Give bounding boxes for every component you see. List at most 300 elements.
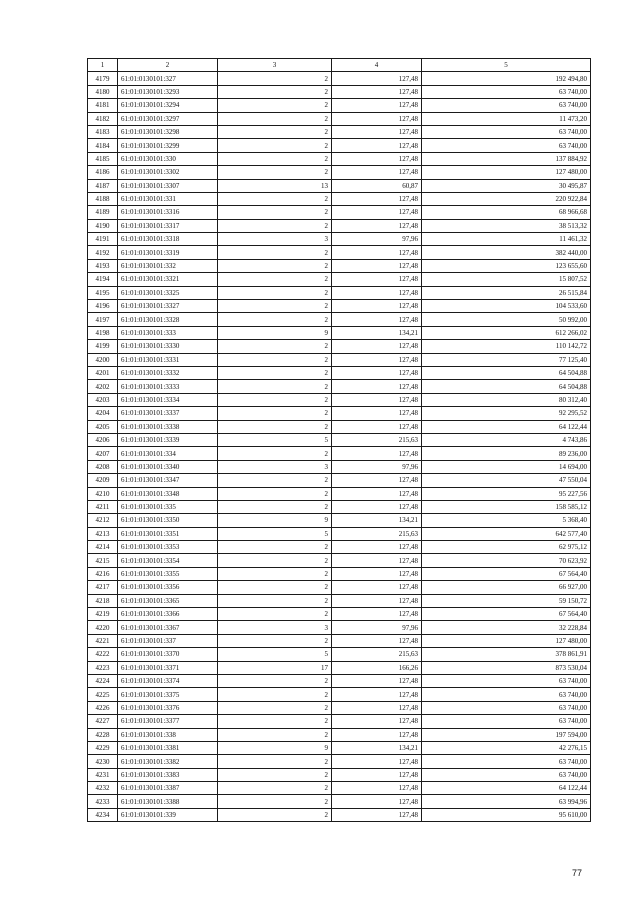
table-row	[88, 259, 591, 272]
table-row	[88, 166, 591, 179]
code-cell: 2	[218, 782, 332, 795]
row-number-cell: 4198	[88, 326, 118, 339]
value-cell: 612 266,02	[422, 326, 591, 339]
code-cell: 17	[218, 661, 332, 674]
rate-cell: 127,48	[332, 313, 422, 326]
code-cell: 2	[218, 755, 332, 768]
code-cell: 3	[218, 460, 332, 473]
cadastral-number-cell: 61:01:0130101:3374	[118, 674, 218, 687]
cadastral-number-cell: 61:01:0130101:3332	[118, 366, 218, 379]
table-row	[88, 554, 591, 567]
table-row	[88, 688, 591, 701]
table-row	[88, 527, 591, 540]
cadastral-number-cell: 61:01:0130101:3366	[118, 608, 218, 621]
rate-cell: 127,48	[332, 300, 422, 313]
table-row	[88, 541, 591, 554]
value-cell: 63 740,00	[422, 715, 591, 728]
cadastral-number-cell: 61:01:0130101:3334	[118, 393, 218, 406]
table-row	[88, 99, 591, 112]
cadastral-number-cell: 61:01:0130101:3325	[118, 286, 218, 299]
table-row	[88, 608, 591, 621]
cadastral-number-cell: 61:01:0130101:3381	[118, 741, 218, 754]
code-cell: 2	[218, 219, 332, 232]
table-row	[88, 326, 591, 339]
table-row	[88, 661, 591, 674]
code-cell: 2	[218, 85, 332, 98]
value-cell: 50 992,00	[422, 313, 591, 326]
table-row	[88, 246, 591, 259]
code-cell: 2	[218, 72, 332, 85]
value-cell: 77 125,40	[422, 353, 591, 366]
rate-cell: 127,48	[332, 166, 422, 179]
cadastral-number-cell: 61:01:0130101:3375	[118, 688, 218, 701]
row-number-cell: 4216	[88, 567, 118, 580]
rate-cell: 127,48	[332, 259, 422, 272]
rate-cell: 215,63	[332, 648, 422, 661]
row-number-cell: 4209	[88, 474, 118, 487]
rate-cell: 97,96	[332, 460, 422, 473]
table-row	[88, 500, 591, 513]
code-cell: 2	[218, 688, 332, 701]
code-cell: 3	[218, 621, 332, 634]
cadastral-number-cell: 61:01:0130101:3327	[118, 300, 218, 313]
row-number-cell: 4228	[88, 728, 118, 741]
rate-cell: 127,48	[332, 755, 422, 768]
code-cell: 2	[218, 366, 332, 379]
value-cell: 14 694,00	[422, 460, 591, 473]
value-cell: 63 740,00	[422, 755, 591, 768]
table-row	[88, 795, 591, 808]
value-cell: 127 480,00	[422, 634, 591, 647]
cadastral-number-cell: 61:01:0130101:3377	[118, 715, 218, 728]
row-number-cell: 4192	[88, 246, 118, 259]
row-number-cell: 4189	[88, 206, 118, 219]
row-number-cell: 4186	[88, 166, 118, 179]
rate-cell: 215,63	[332, 527, 422, 540]
row-number-cell: 4203	[88, 393, 118, 406]
table-row	[88, 72, 591, 85]
row-number-cell: 4197	[88, 313, 118, 326]
cadastral-number-cell: 61:01:0130101:3383	[118, 768, 218, 781]
value-cell: 63 740,00	[422, 768, 591, 781]
rate-cell: 127,48	[332, 125, 422, 138]
cadastral-number-cell: 61:01:0130101:3339	[118, 433, 218, 446]
rate-cell: 127,48	[332, 286, 422, 299]
row-number-cell: 4232	[88, 782, 118, 795]
rate-cell: 127,48	[332, 420, 422, 433]
code-cell: 13	[218, 179, 332, 192]
cadastral-number-cell: 61:01:0130101:3317	[118, 219, 218, 232]
code-cell: 2	[218, 594, 332, 607]
table-row	[88, 567, 591, 580]
value-cell: 67 564,40	[422, 567, 591, 580]
table-row	[88, 447, 591, 460]
value-cell: 32 228,84	[422, 621, 591, 634]
row-number-cell: 4184	[88, 139, 118, 152]
value-cell: 64 504,88	[422, 380, 591, 393]
value-cell: 70 623,92	[422, 554, 591, 567]
value-cell: 63 740,00	[422, 674, 591, 687]
value-cell: 64 122,44	[422, 782, 591, 795]
cadastral-number-cell: 61:01:0130101:332	[118, 259, 218, 272]
cadastral-number-cell: 61:01:0130101:3338	[118, 420, 218, 433]
cadastral-number-cell: 61:01:0130101:3331	[118, 353, 218, 366]
row-number-cell: 4217	[88, 581, 118, 594]
value-cell: 66 927,00	[422, 581, 591, 594]
code-cell: 2	[218, 112, 332, 125]
value-cell: 104 533,60	[422, 300, 591, 313]
row-number-cell: 4234	[88, 808, 118, 821]
value-cell: 63 740,00	[422, 85, 591, 98]
rate-cell: 127,48	[332, 768, 422, 781]
cadastral-number-cell: 61:01:0130101:330	[118, 152, 218, 165]
code-cell: 9	[218, 326, 332, 339]
cadastral-number-cell: 61:01:0130101:3388	[118, 795, 218, 808]
row-number-cell: 4222	[88, 648, 118, 661]
rate-cell: 127,48	[332, 581, 422, 594]
code-cell: 2	[218, 192, 332, 205]
rate-cell: 97,96	[332, 233, 422, 246]
cadastral-number-cell: 61:01:0130101:3297	[118, 112, 218, 125]
value-cell: 137 884,92	[422, 152, 591, 165]
code-cell: 2	[218, 246, 332, 259]
rate-cell: 127,48	[332, 112, 422, 125]
code-cell: 2	[218, 340, 332, 353]
table-row	[88, 621, 591, 634]
value-cell: 873 530,04	[422, 661, 591, 674]
code-cell: 2	[218, 447, 332, 460]
code-cell: 2	[218, 99, 332, 112]
rate-cell: 127,48	[332, 715, 422, 728]
table-row	[88, 728, 591, 741]
table-row	[88, 125, 591, 138]
code-cell: 2	[218, 380, 332, 393]
row-number-cell: 4181	[88, 99, 118, 112]
code-cell: 2	[218, 393, 332, 406]
rate-cell: 127,48	[332, 808, 422, 821]
code-cell: 2	[218, 768, 332, 781]
row-number-cell: 4230	[88, 755, 118, 768]
value-cell: 67 564,40	[422, 608, 591, 621]
row-number-cell: 4182	[88, 112, 118, 125]
code-cell: 2	[218, 567, 332, 580]
row-number-cell: 4225	[88, 688, 118, 701]
code-cell: 2	[218, 273, 332, 286]
table-row	[88, 313, 591, 326]
rate-cell: 127,48	[332, 474, 422, 487]
row-number-cell: 4233	[88, 795, 118, 808]
cadastral-number-cell: 61:01:0130101:3382	[118, 755, 218, 768]
rate-cell: 127,48	[332, 567, 422, 580]
rate-cell: 127,48	[332, 674, 422, 687]
table-row	[88, 487, 591, 500]
table-row	[88, 112, 591, 125]
row-number-cell: 4207	[88, 447, 118, 460]
code-cell: 2	[218, 541, 332, 554]
cadastral-number-cell: 61:01:0130101:338	[118, 728, 218, 741]
code-cell: 2	[218, 125, 332, 138]
table-body	[88, 72, 591, 822]
row-number-cell: 4206	[88, 433, 118, 446]
code-cell: 2	[218, 139, 332, 152]
table-row	[88, 139, 591, 152]
cadastral-number-cell: 61:01:0130101:3350	[118, 514, 218, 527]
value-cell: 95 227,56	[422, 487, 591, 500]
table-row	[88, 648, 591, 661]
cadastral-number-cell: 61:01:0130101:327	[118, 72, 218, 85]
cadastral-number-cell: 61:01:0130101:3298	[118, 125, 218, 138]
cadastral-number-cell: 61:01:0130101:3371	[118, 661, 218, 674]
code-cell: 2	[218, 166, 332, 179]
value-cell: 63 740,00	[422, 688, 591, 701]
table-row	[88, 701, 591, 714]
value-cell: 4 743,86	[422, 433, 591, 446]
row-number-cell: 4214	[88, 541, 118, 554]
cadastral-number-cell: 61:01:0130101:334	[118, 447, 218, 460]
value-cell: 378 861,91	[422, 648, 591, 661]
table-row	[88, 768, 591, 781]
table-row	[88, 782, 591, 795]
value-cell: 42 276,15	[422, 741, 591, 754]
value-cell: 38 513,32	[422, 219, 591, 232]
value-cell: 192 494,80	[422, 72, 591, 85]
row-number-cell: 4199	[88, 340, 118, 353]
table-row	[88, 594, 591, 607]
code-cell: 2	[218, 728, 332, 741]
value-cell: 158 585,12	[422, 500, 591, 513]
rate-cell: 127,48	[332, 246, 422, 259]
rate-cell: 127,48	[332, 353, 422, 366]
rate-cell: 127,48	[332, 206, 422, 219]
cadastral-number-cell: 61:01:0130101:3299	[118, 139, 218, 152]
code-cell: 2	[218, 286, 332, 299]
rate-cell: 127,48	[332, 340, 422, 353]
row-number-cell: 4218	[88, 594, 118, 607]
code-cell: 5	[218, 648, 332, 661]
row-number-cell: 4180	[88, 85, 118, 98]
value-cell: 59 150,72	[422, 594, 591, 607]
table-row	[88, 741, 591, 754]
table-row	[88, 206, 591, 219]
code-cell: 2	[218, 152, 332, 165]
rate-cell: 127,48	[332, 380, 422, 393]
code-cell: 2	[218, 554, 332, 567]
rate-cell: 127,48	[332, 701, 422, 714]
table-header-row	[88, 59, 591, 72]
table-row	[88, 407, 591, 420]
code-cell: 5	[218, 527, 332, 540]
code-cell: 5	[218, 433, 332, 446]
value-cell: 63 740,00	[422, 99, 591, 112]
rate-cell: 127,48	[332, 594, 422, 607]
cadastral-number-cell: 61:01:0130101:3353	[118, 541, 218, 554]
row-number-cell: 4190	[88, 219, 118, 232]
code-cell: 2	[218, 206, 332, 219]
row-number-cell: 4185	[88, 152, 118, 165]
rate-cell: 127,48	[332, 554, 422, 567]
cadastral-number-cell: 61:01:0130101:3328	[118, 313, 218, 326]
column-header-1: 1	[88, 59, 118, 72]
value-cell: 63 994,96	[422, 795, 591, 808]
row-number-cell: 4193	[88, 259, 118, 272]
rate-cell: 134,21	[332, 326, 422, 339]
cadastral-number-cell: 61:01:0130101:3367	[118, 621, 218, 634]
value-cell: 92 295,52	[422, 407, 591, 420]
rate-cell: 127,48	[332, 634, 422, 647]
rate-cell: 127,48	[332, 500, 422, 513]
value-cell: 30 495,87	[422, 179, 591, 192]
table-row	[88, 433, 591, 446]
cadastral-number-cell: 61:01:0130101:3302	[118, 166, 218, 179]
table-row	[88, 233, 591, 246]
code-cell: 2	[218, 474, 332, 487]
value-cell: 220 922,84	[422, 192, 591, 205]
code-cell: 2	[218, 500, 332, 513]
cadastral-number-cell: 61:01:0130101:3321	[118, 273, 218, 286]
row-number-cell: 4201	[88, 366, 118, 379]
rate-cell: 127,48	[332, 366, 422, 379]
row-number-cell: 4223	[88, 661, 118, 674]
row-number-cell: 4204	[88, 407, 118, 420]
value-cell: 26 515,84	[422, 286, 591, 299]
row-number-cell: 4183	[88, 125, 118, 138]
table-row	[88, 366, 591, 379]
code-cell: 2	[218, 674, 332, 687]
row-number-cell: 4200	[88, 353, 118, 366]
cadastral-number-cell: 61:01:0130101:3293	[118, 85, 218, 98]
cadastral-number-cell: 61:01:0130101:331	[118, 192, 218, 205]
rate-cell: 97,96	[332, 621, 422, 634]
value-cell: 197 594,00	[422, 728, 591, 741]
rate-cell: 127,48	[332, 541, 422, 554]
table-row	[88, 192, 591, 205]
table-row	[88, 420, 591, 433]
rate-cell: 127,48	[332, 219, 422, 232]
table-row	[88, 85, 591, 98]
row-number-cell: 4196	[88, 300, 118, 313]
table-row	[88, 581, 591, 594]
code-cell: 2	[218, 581, 332, 594]
rate-cell: 215,63	[332, 433, 422, 446]
code-cell: 2	[218, 608, 332, 621]
row-number-cell: 4194	[88, 273, 118, 286]
table-row	[88, 340, 591, 353]
column-header-3: 3	[218, 59, 332, 72]
table-row	[88, 634, 591, 647]
cadastral-number-cell: 61:01:0130101:3307	[118, 179, 218, 192]
row-number-cell: 4227	[88, 715, 118, 728]
code-cell: 3	[218, 233, 332, 246]
rate-cell: 127,48	[332, 487, 422, 500]
row-number-cell: 4195	[88, 286, 118, 299]
row-number-cell: 4179	[88, 72, 118, 85]
code-cell: 2	[218, 407, 332, 420]
rate-cell: 127,48	[332, 782, 422, 795]
cadastral-number-cell: 61:01:0130101:335	[118, 500, 218, 513]
value-cell: 63 740,00	[422, 701, 591, 714]
cadastral-number-cell: 61:01:0130101:3318	[118, 233, 218, 246]
row-number-cell: 4231	[88, 768, 118, 781]
table-row	[88, 674, 591, 687]
column-header-5: 5	[422, 59, 591, 72]
code-cell: 2	[218, 420, 332, 433]
row-number-cell: 4188	[88, 192, 118, 205]
cadastral-number-cell: 61:01:0130101:3376	[118, 701, 218, 714]
value-cell: 64 122,44	[422, 420, 591, 433]
row-number-cell: 4213	[88, 527, 118, 540]
column-header-4: 4	[332, 59, 422, 72]
rate-cell: 60,87	[332, 179, 422, 192]
value-cell: 80 312,40	[422, 393, 591, 406]
value-cell: 642 577,40	[422, 527, 591, 540]
cadastral-number-cell: 61:01:0130101:3354	[118, 554, 218, 567]
table-row	[88, 300, 591, 313]
table-row	[88, 179, 591, 192]
row-number-cell: 4205	[88, 420, 118, 433]
rate-cell: 127,48	[332, 99, 422, 112]
value-cell: 11 473,20	[422, 112, 591, 125]
cadastral-number-cell: 61:01:0130101:3370	[118, 648, 218, 661]
table-row	[88, 715, 591, 728]
table-row	[88, 808, 591, 821]
value-cell: 5 368,40	[422, 514, 591, 527]
code-cell: 2	[218, 259, 332, 272]
page-number: 77	[572, 868, 583, 878]
cadastral-number-cell: 61:01:0130101:3347	[118, 474, 218, 487]
value-cell: 95 610,00	[422, 808, 591, 821]
table-row	[88, 152, 591, 165]
rate-cell: 127,48	[332, 407, 422, 420]
row-number-cell: 4215	[88, 554, 118, 567]
cadastral-number-cell: 61:01:0130101:3330	[118, 340, 218, 353]
code-cell: 2	[218, 795, 332, 808]
value-cell: 68 966,68	[422, 206, 591, 219]
rate-cell: 127,48	[332, 795, 422, 808]
value-cell: 15 807,52	[422, 273, 591, 286]
cadastral-number-cell: 61:01:0130101:3319	[118, 246, 218, 259]
rate-cell: 134,21	[332, 514, 422, 527]
code-cell: 2	[218, 715, 332, 728]
cadastral-number-cell: 61:01:0130101:3294	[118, 99, 218, 112]
code-cell: 2	[218, 313, 332, 326]
code-cell: 2	[218, 808, 332, 821]
code-cell: 9	[218, 741, 332, 754]
value-cell: 63 740,00	[422, 139, 591, 152]
row-number-cell: 4212	[88, 514, 118, 527]
table-row	[88, 514, 591, 527]
rate-cell: 127,48	[332, 728, 422, 741]
value-cell: 127 480,00	[422, 166, 591, 179]
code-cell: 2	[218, 634, 332, 647]
row-number-cell: 4229	[88, 741, 118, 754]
value-cell: 63 740,00	[422, 125, 591, 138]
value-cell: 64 504,88	[422, 366, 591, 379]
rate-cell: 134,21	[332, 741, 422, 754]
cadastral-number-cell: 61:01:0130101:333	[118, 326, 218, 339]
cadastral-number-cell: 61:01:0130101:3351	[118, 527, 218, 540]
code-cell: 9	[218, 514, 332, 527]
table-row	[88, 460, 591, 473]
row-number-cell: 4202	[88, 380, 118, 393]
rate-cell: 127,48	[332, 85, 422, 98]
row-number-cell: 4224	[88, 674, 118, 687]
rate-cell: 127,48	[332, 139, 422, 152]
rate-cell: 127,48	[332, 273, 422, 286]
rate-cell: 127,48	[332, 447, 422, 460]
rate-cell: 127,48	[332, 393, 422, 406]
rate-cell: 127,48	[332, 608, 422, 621]
row-number-cell: 4211	[88, 500, 118, 513]
